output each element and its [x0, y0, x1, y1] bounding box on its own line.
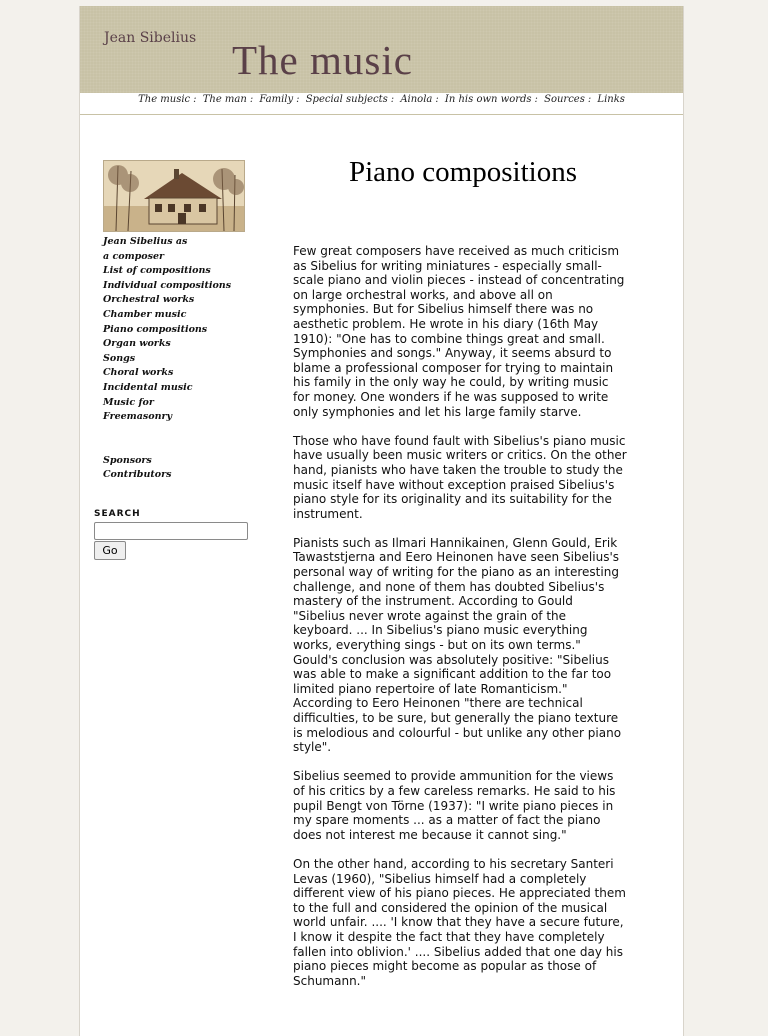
site-title[interactable]: The music [232, 37, 413, 83]
sidebar-item-music-for[interactable]: Music for [103, 396, 154, 408]
sidebar-navigation [103, 235, 263, 483]
article-content [293, 244, 628, 1003]
sidebar-item-songs[interactable]: Songs [103, 352, 136, 364]
nav-links[interactable]: Links [597, 94, 625, 105]
sidebar-item-sponsors[interactable]: Sponsors [103, 454, 152, 466]
site-author[interactable]: Jean Sibelius [104, 30, 197, 46]
sidebar-item-individual-compositions[interactable]: Individual compositions [103, 279, 232, 291]
sidebar-item-composer-cont[interactable]: a composer [103, 250, 165, 262]
search-label: SEARCH [94, 509, 141, 519]
page-title: Piano compositions [349, 156, 577, 188]
sidebar-item-piano-compositions[interactable]: Piano compositions [103, 323, 208, 335]
site-banner [80, 6, 683, 93]
paragraph-4: Sibelius seemed to provide ammunition for the views of his critics by a few careless remarks. He said to his pupil Bengt von Törne (1937): "I write piano pieces in my spare moments ... as a matter of fact the piano does not interest me because it cannot sing." [293, 769, 616, 842]
paragraph-2: Those who have found fault with Sibelius's piano music have usually been music writers or critics. On the other hand, pianists who have taken the trouble to study the music itself have without exception praised Sibelius's piano style for its originality and its suitability for the instrument. [293, 433, 627, 521]
sidebar-item-chamber-music[interactable]: Chamber music [103, 308, 187, 320]
nav-special-subjects[interactable]: Special subjects [305, 94, 388, 105]
sidebar-item-freemasonry[interactable]: Freemasonry [103, 411, 172, 423]
paragraph-5: On the other hand, according to his secretary Santeri Levas (1960), "Sibelius himself had a completely different view of his piano pieces. He appreciated them to the full and considered the opinion of the musical world unfair. .... 'I know that they have a secure future, I know it despite the fact that they have completely fallen into oblivion.' .... Sibelius added that one day his piano pieces might become as popular as those of Schumann." [293, 856, 626, 988]
sidebar-item-choral-works[interactable]: Choral works [103, 367, 174, 379]
nav-sources[interactable]: Sources [544, 94, 585, 105]
nav-in-his-own-words[interactable]: In his own words [444, 94, 532, 105]
paragraph-3: Pianists such as Ilmari Hannikainen, Glenn Gould, Erik Tawaststjerna and Eero Heinonen have seen Sibelius's personal way of writing for the piano as an interesting challenge, and none of them has doubted Sibelius's mastery of the instrument. According to Gould "Sibelius never wrote against the grain of the keyboard. ... In Sibelius's piano music everything works, everything sings - but on its own terms." Gould's conclusion was absolutely positive: "Sibelius was able to make a significant addition to the far too limited piano repertoire of late Romanticism." According to Eero Heinonen "there are technical difficulties, to be sure, but generally the piano texture is melodious and colourful - but unlike any other piano style". [293, 535, 622, 755]
nav-the-man[interactable]: The man [202, 94, 247, 105]
sidebar-item-orchestral-works[interactable]: Orchestral works [103, 294, 195, 306]
nav-the-music[interactable]: The music [138, 94, 191, 105]
sidebar-item-list-of-compositions[interactable]: List of compositions [103, 265, 211, 277]
nav-ainola[interactable]: Ainola [400, 94, 433, 105]
search-input[interactable] [94, 522, 248, 540]
top-navigation: The music : The man : Family : Special subjects : Ainola : In his own words : Sources : Links [80, 94, 683, 115]
sidebar-item-incidental-music[interactable]: Incidental music [103, 381, 193, 393]
go-button[interactable]: Go [94, 541, 126, 560]
sidebar-item-organ-works[interactable]: Organ works [103, 338, 171, 350]
paragraph-1: Few great composers have received as much criticism as Sibelius for writing miniatures - especially small-scale piano and violin pieces - instead of concentrating on large orchestral works, and above all on symphonies. But for Sibelius himself there was no aesthetic problem. He wrote in his diary (16th May 1910): "One has to combine things great and small. Symphonies and songs." Anyway, it seems absurd to blame a professional composer for trying to maintain his family in the only way he could, by writing music for money. One wonders if he was supposed to write only symphonies and let his large family starve. [293, 244, 625, 419]
page [79, 6, 684, 1036]
sidebar-item-contributors[interactable]: Contributors [103, 469, 172, 481]
sidebar-item-composer[interactable]: Jean Sibelius as [103, 236, 188, 247]
nav-family[interactable]: Family [259, 94, 294, 105]
ainola-villa-photo [103, 160, 245, 232]
